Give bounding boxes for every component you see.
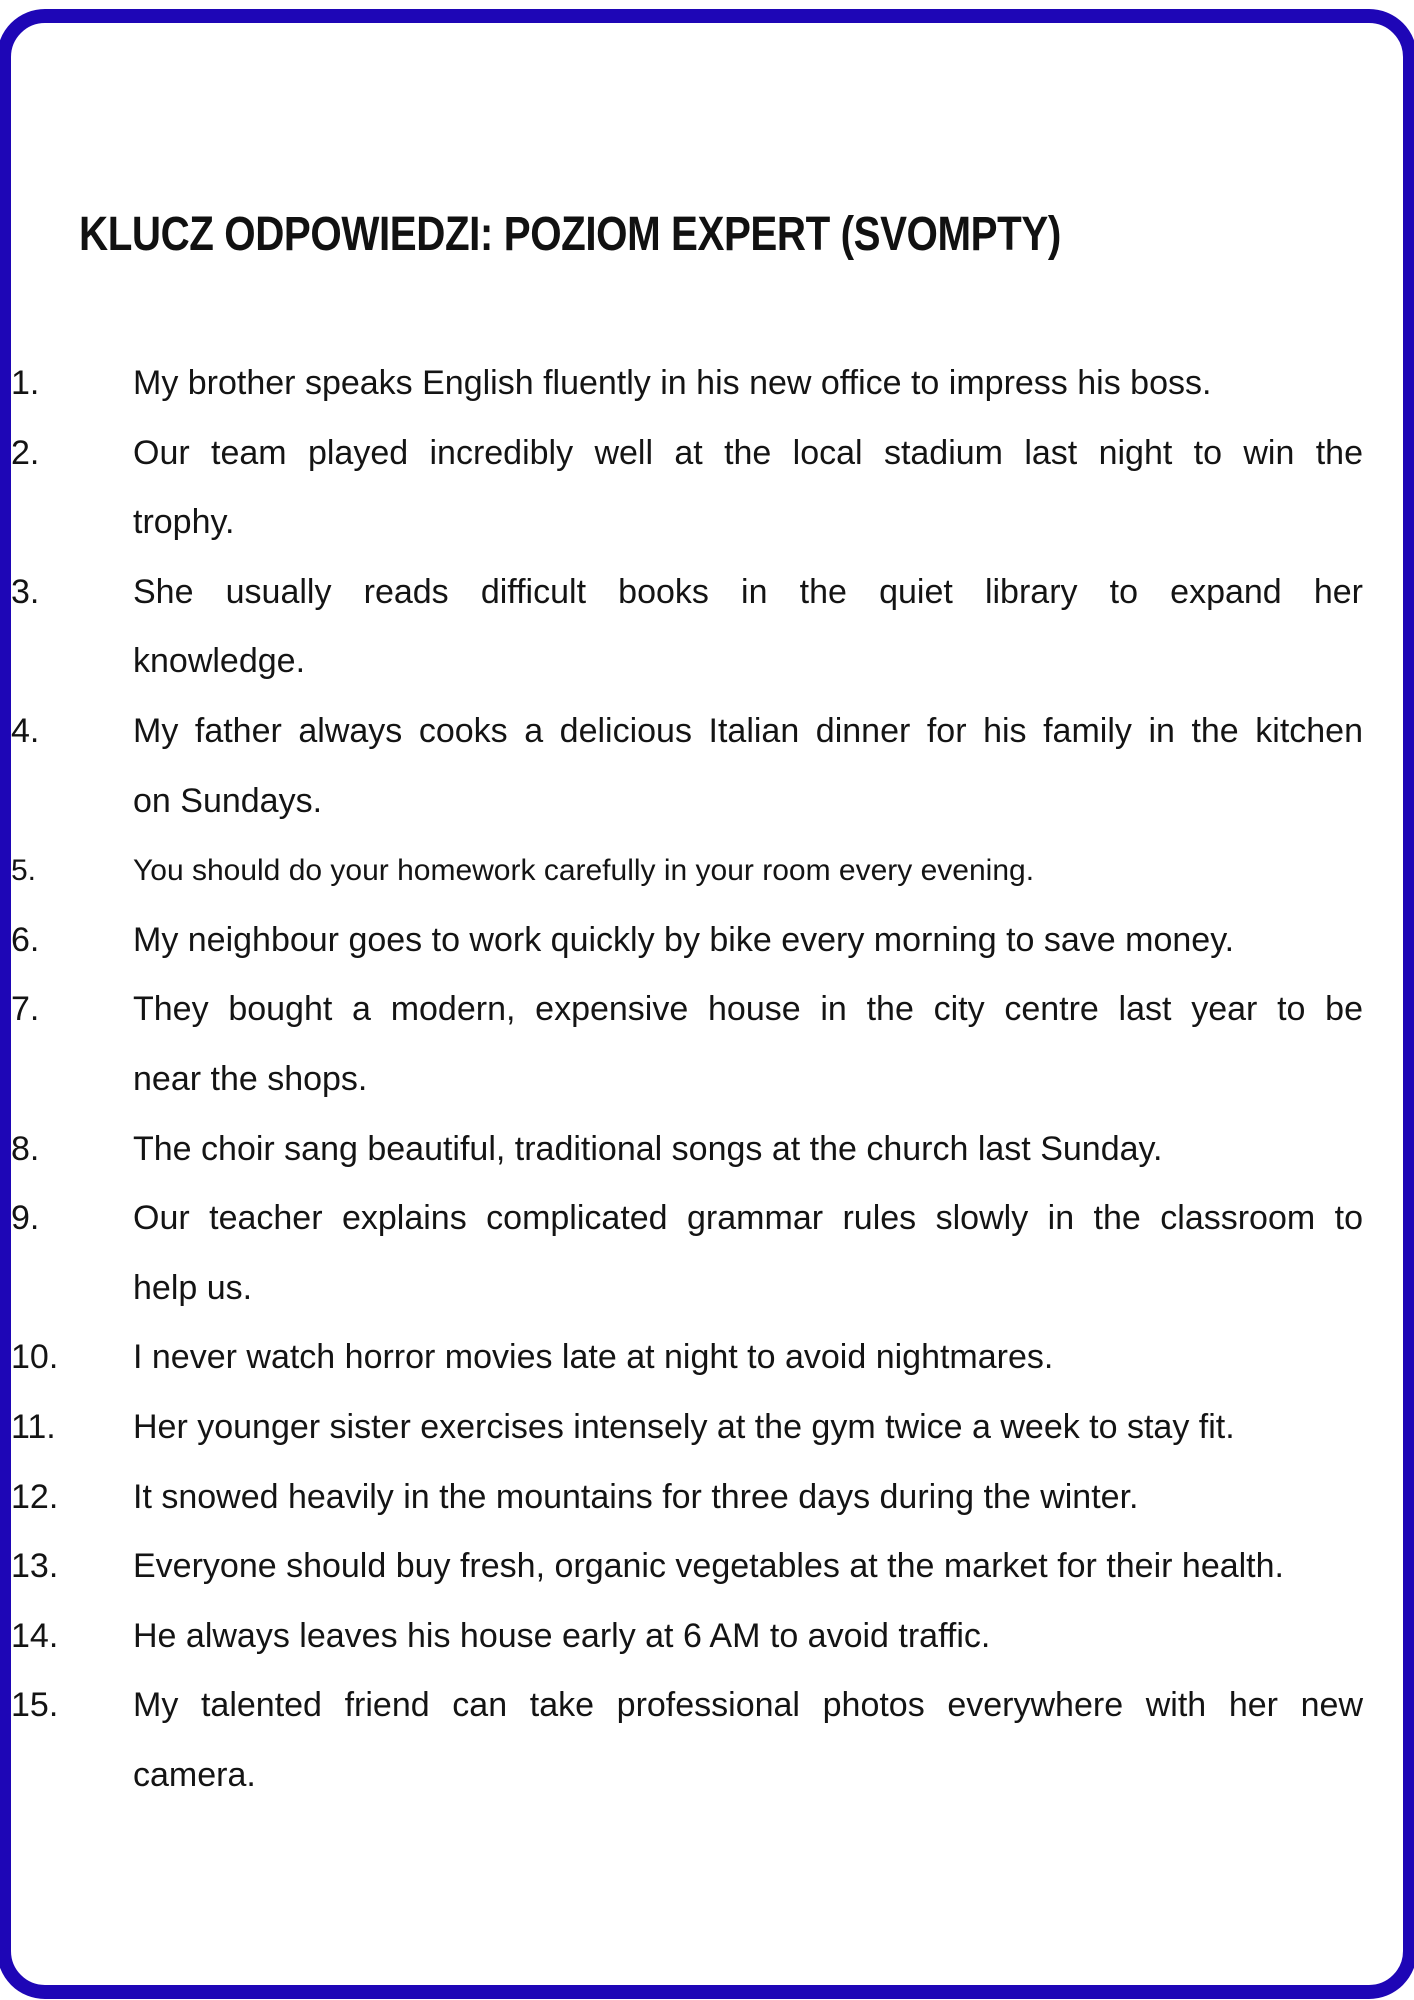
answer-list (11, 349, 1363, 1810)
answer-item (11, 419, 1363, 558)
item-line: My father always cooks a delicious Italian dinner for his family in the kitchen 4. (133, 697, 1363, 767)
item-line: Our team played incredibly well at the local stadium last night to win the 2. (133, 419, 1363, 489)
answer-item (11, 1532, 1363, 1602)
item-number: 11. (11, 1407, 56, 1446)
answer-item (11, 906, 1363, 976)
answer-item (11, 1602, 1363, 1672)
item-line: They bought a modern, expensive house in the city centre last year to be 7. (133, 975, 1363, 1045)
item-number: 1. (11, 364, 40, 402)
answer-item (11, 697, 1363, 836)
answer-item (11, 349, 1363, 419)
item-number: 7. (11, 990, 40, 1029)
answer-item (11, 1323, 1363, 1393)
item-number: 6. (11, 920, 40, 959)
item-number: 13. (11, 1547, 59, 1586)
item-line: help us. (133, 1268, 253, 1307)
item-number: 10. (11, 1338, 59, 1377)
answer-item (11, 836, 1363, 906)
answer-item (11, 1671, 1363, 1810)
item-line: camera. (133, 1755, 256, 1794)
page-border-card (0, 9, 1414, 1999)
item-number: 4. (11, 711, 40, 750)
item-line: The choir sang beautiful, traditional songs at the church last Sunday. 8. (133, 1115, 1363, 1185)
item-number: 15. (11, 1686, 59, 1725)
item-number: 8. (11, 1129, 40, 1168)
document-title: KLUCZ ODPOWIEDZI: POZIOM EXPERT (SVOMPTY) (79, 208, 1061, 262)
item-line: Everyone should buy fresh, organic vegetables at the market for their health. 13. (133, 1532, 1363, 1602)
item-line: She usually reads difficult books in the quiet library to expand her 3. (133, 558, 1363, 628)
item-line: I never watch horror movies late at night to avoid nightmares. 10. (133, 1323, 1363, 1393)
item-line: It snowed heavily in the mountains for three days during the winter. 12. (133, 1463, 1363, 1533)
item-number: 9. (11, 1199, 40, 1238)
item-number: 2. (11, 433, 40, 472)
answer-item (11, 1463, 1363, 1533)
item-line: My brother speaks English fluently in his new office to impress his boss. 1. (133, 349, 1363, 419)
item-line: You should do your homework carefully in your room every evening. 5. (133, 836, 1363, 906)
item-line: Our teacher explains complicated grammar rules slowly in the classroom to 9. (133, 1184, 1363, 1254)
item-line: He always leaves his house early at 6 AM to avoid traffic. 14. (133, 1602, 1363, 1672)
answer-item (11, 558, 1363, 697)
item-number: 12. (11, 1477, 59, 1516)
answer-item (11, 1393, 1363, 1463)
item-number: 14. (11, 1616, 59, 1655)
answer-item (11, 1115, 1363, 1185)
item-line: My talented friend can take professional photos everywhere with her new 15. (133, 1671, 1363, 1741)
item-line: trophy. (133, 503, 235, 542)
item-line: Her younger sister exercises intensely at the gym twice a week to stay fit. 11. (133, 1393, 1363, 1463)
item-line: knowledge. (133, 642, 306, 681)
item-line: near the shops. (133, 1059, 368, 1098)
item-line: My neighbour goes to work quickly by bike every morning to save money. 6. (133, 906, 1363, 976)
item-number: 3. (11, 572, 40, 611)
item-line: on Sundays. (133, 781, 323, 820)
item-number: 5. (11, 854, 37, 888)
answer-item (11, 1184, 1363, 1323)
answer-item (11, 975, 1363, 1114)
